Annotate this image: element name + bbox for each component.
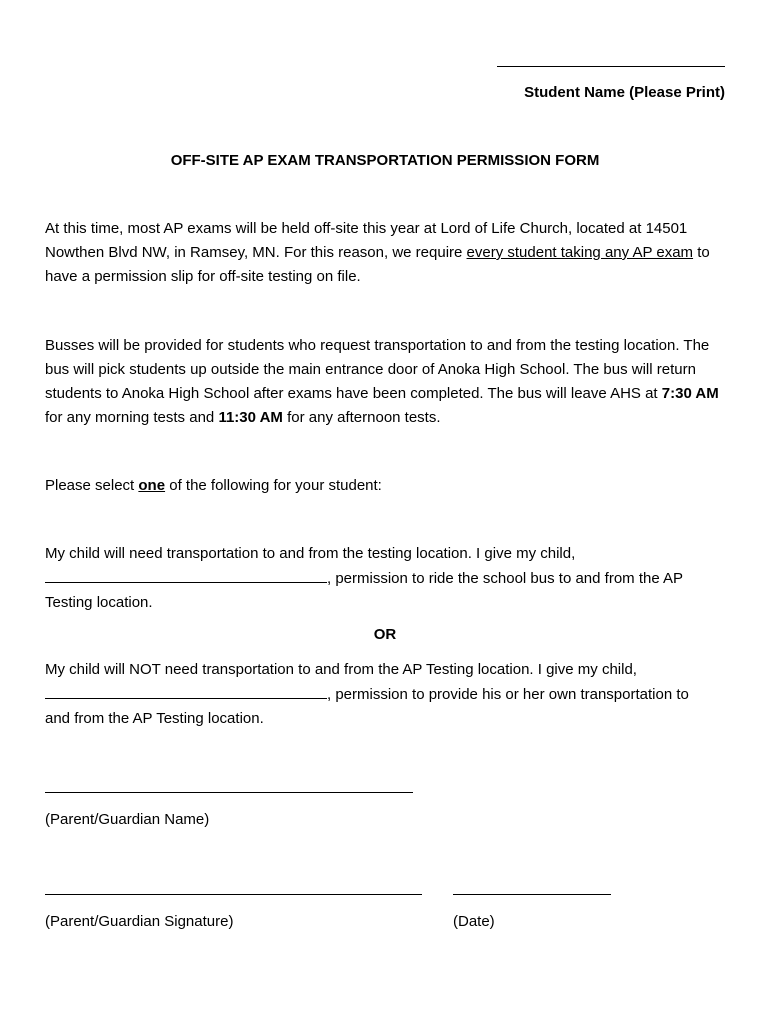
parent-signature-label: (Parent/Guardian Signature)	[45, 913, 234, 930]
option2-text-2: , permission to provide his or her own transportation to and from the AP Testing location.	[45, 686, 689, 727]
option2-child-name-field[interactable]	[45, 682, 327, 699]
intro-text-2: to have a permission slip for off-site testing on file.	[45, 244, 710, 285]
form-title: OFF-SITE AP EXAM TRANSPORTATION PERMISSION FORM	[170, 152, 600, 169]
option2-text-1: My child will NOT need transportation to and from the AP Testing location. I give my child,	[45, 661, 637, 678]
select-text-2: of the following for your student:	[165, 477, 382, 494]
select-emphasis: one	[138, 477, 166, 494]
student-name-label: Student Name (Please Print)	[524, 84, 725, 101]
intro-underlined-text: every student taking any AP exam	[466, 244, 694, 261]
select-instruction	[45, 474, 729, 498]
option-no-transportation	[45, 658, 717, 731]
student-name-field[interactable]	[497, 66, 725, 67]
option1-child-name-field[interactable]	[45, 566, 327, 583]
parent-name-field[interactable]	[45, 792, 413, 793]
intro-paragraph	[45, 217, 729, 289]
morning-time: 7:30 AM	[661, 385, 719, 402]
parent-name-label: (Parent/Guardian Name)	[45, 811, 210, 828]
afternoon-time: 11:30 AM	[218, 409, 283, 426]
or-label: OR	[373, 626, 397, 643]
busses-text-3: for any afternoon tests.	[282, 409, 441, 426]
busses-text-2: for any morning tests and	[45, 409, 219, 426]
busses-text-1: Busses will be provided for students who request transportation to and from the testing location. The bus will pick students up outside the main entrance door of Anoka High School. The bus will return students to Anoka High School after exams have been completed. The bus will leave AHS at	[45, 337, 710, 402]
select-text-1: Please select	[45, 477, 139, 494]
option-transportation	[45, 542, 717, 615]
option1-text-1: My child will need transportation to and from the testing location. I give my child,	[45, 545, 576, 562]
date-field[interactable]	[453, 894, 611, 895]
date-label: (Date)	[453, 913, 495, 930]
busses-paragraph	[45, 334, 729, 430]
option1-text-2: , permission to ride the school bus to and from the AP Testing location.	[45, 570, 683, 611]
parent-signature-field[interactable]	[45, 894, 422, 895]
intro-text-1: At this time, most AP exams will be held off-site this year at Lord of Life Church, located at 14501 Nowthen Blvd NW, in Ramsey, MN. For this reason, we require	[45, 220, 688, 261]
